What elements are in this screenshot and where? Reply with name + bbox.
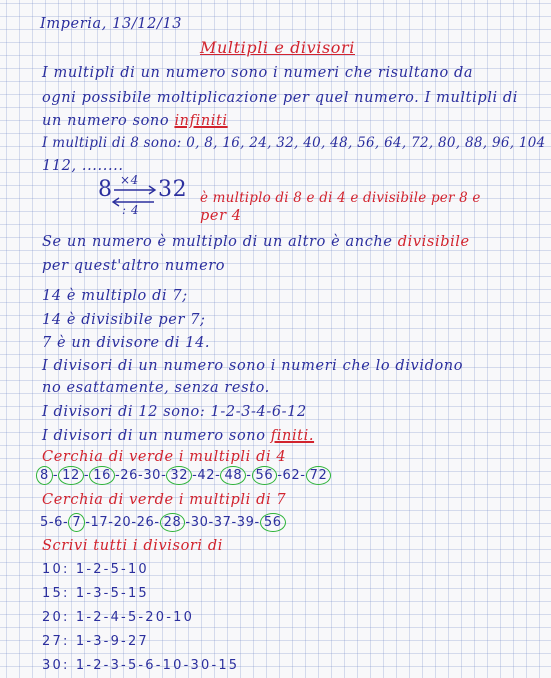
separator: -	[48, 515, 55, 530]
sequence-number: 20	[113, 515, 132, 530]
example-multiplo: 14 è multiplo di 7;	[42, 288, 188, 304]
multipli-of-8-line1: I multipli di 8 sono: 0, 8, 16, 24, 32, 40, 48, 56, 64, 72, 80, 88, 96, 104	[42, 135, 546, 151]
separator: -	[138, 468, 144, 483]
separator: -	[161, 468, 167, 483]
separator: -	[215, 468, 221, 483]
separator: -	[154, 515, 160, 530]
separator: -	[63, 515, 69, 530]
sequence-number: 62	[282, 468, 301, 483]
divisibility-line2: per quest'altro numero	[42, 258, 226, 274]
divisori-row-30: 30: 1-2-3-5-6-10-30-15	[42, 658, 240, 673]
sequence-number: 39	[236, 515, 255, 530]
circled-number: 72	[306, 466, 332, 485]
exercise-4-numbers	[36, 466, 331, 486]
rule-multipli-3	[42, 111, 228, 131]
diagram-statement-1: è multiplo di 8 e di 4 e divisibile per 8 e	[200, 190, 481, 206]
separator: -	[192, 468, 198, 483]
separator: -	[277, 468, 283, 483]
divisori-row-27: 27: 1-3-9-27	[42, 634, 149, 649]
divisori-row-15: 15: 1-3-5-15	[42, 586, 149, 601]
separator: -	[52, 468, 59, 483]
separator: -	[83, 468, 90, 483]
sequence-number: 26	[120, 468, 139, 483]
example-divisore: 7 è un divisore di 14.	[42, 335, 211, 351]
circled-number: 7	[68, 513, 85, 532]
separator: -	[131, 515, 137, 530]
divisori-row-20: 20: 1-2-4-5-20-10	[42, 610, 195, 625]
diagram-right-number: 32	[158, 177, 188, 202]
exercise-4-title: Cerchia di verde i multipli di 4	[42, 449, 287, 465]
circled-number: 32	[166, 466, 192, 485]
sequence-number: 30	[143, 468, 162, 483]
multipli-of-8-line2: 112, ........	[42, 158, 124, 174]
circled-number: 56	[260, 513, 286, 532]
separator: -	[85, 515, 91, 530]
diagram-left-number: 8	[98, 177, 113, 202]
rule-divisori-1: I divisori di un numero sono i numeri che lo dividono	[42, 358, 464, 374]
separator: -	[231, 515, 237, 530]
exercise-7-numbers	[40, 513, 286, 533]
sequence-number: 17	[90, 515, 109, 530]
exercise-7-title: Cerchia di verde i multipli di 7	[42, 492, 287, 508]
word-divisibile: divisibile	[397, 234, 470, 250]
circled-number: 8	[36, 466, 53, 485]
diagram-top-op: ×4	[120, 173, 139, 187]
sequence-number: 26	[136, 515, 155, 530]
rule-divisori-finiti	[42, 426, 314, 446]
diagram-statement-2: per 4	[200, 208, 242, 224]
divisori-row-10: 10: 1-2-5-10	[42, 562, 149, 577]
page-title: Multipli e divisori	[200, 38, 355, 57]
exercise-divisori-title: Scrivi tutti i divisori di	[42, 538, 223, 554]
diagram-bottom-op: : 4	[122, 203, 140, 217]
divisibility-line1-text: Se un numero è multiplo di un altro è anche	[42, 234, 393, 250]
rule-multipli-3-text: un numero sono	[42, 113, 170, 129]
place-date: Imperia, 13/12/13	[40, 16, 183, 32]
separator: -	[208, 515, 214, 530]
word-finiti: finiti.	[270, 428, 315, 444]
circled-number: 56	[252, 466, 278, 485]
sequence-number: 30	[190, 515, 209, 530]
sequence-number: 42	[197, 468, 216, 483]
separator: -	[108, 515, 114, 530]
separator: -	[114, 468, 121, 483]
separator: -	[300, 468, 306, 483]
rule-multipli-1: I multipli di un numero sono i numeri che risultano da	[42, 65, 474, 81]
sequence-number: 6	[54, 515, 64, 530]
circled-number: 12	[58, 466, 84, 485]
circled-number: 48	[220, 466, 246, 485]
circled-number: 16	[89, 466, 115, 485]
word-infiniti: infiniti	[174, 113, 228, 129]
divisori-of-12: I divisori di 12 sono: 1-2-3-4-6-12	[42, 404, 307, 420]
separator: -	[246, 468, 252, 483]
example-divisibile: 14 è divisibile per 7;	[42, 312, 206, 328]
arrow-diagram	[98, 173, 198, 222]
rule-divisori-2: no esattamente, senza resto.	[42, 380, 270, 396]
circled-number: 28	[160, 513, 186, 532]
rule-divisori-finiti-text: I divisori di un numero sono	[42, 428, 266, 444]
sequence-number: 37	[213, 515, 232, 530]
sequence-number: 5	[40, 515, 49, 530]
separator: -	[254, 515, 260, 530]
separator: -	[185, 515, 191, 530]
divisibility-line1	[42, 232, 470, 252]
rule-multipli-2: ogni possibile moltiplicazione per quel numero. I multipli di	[42, 90, 519, 106]
